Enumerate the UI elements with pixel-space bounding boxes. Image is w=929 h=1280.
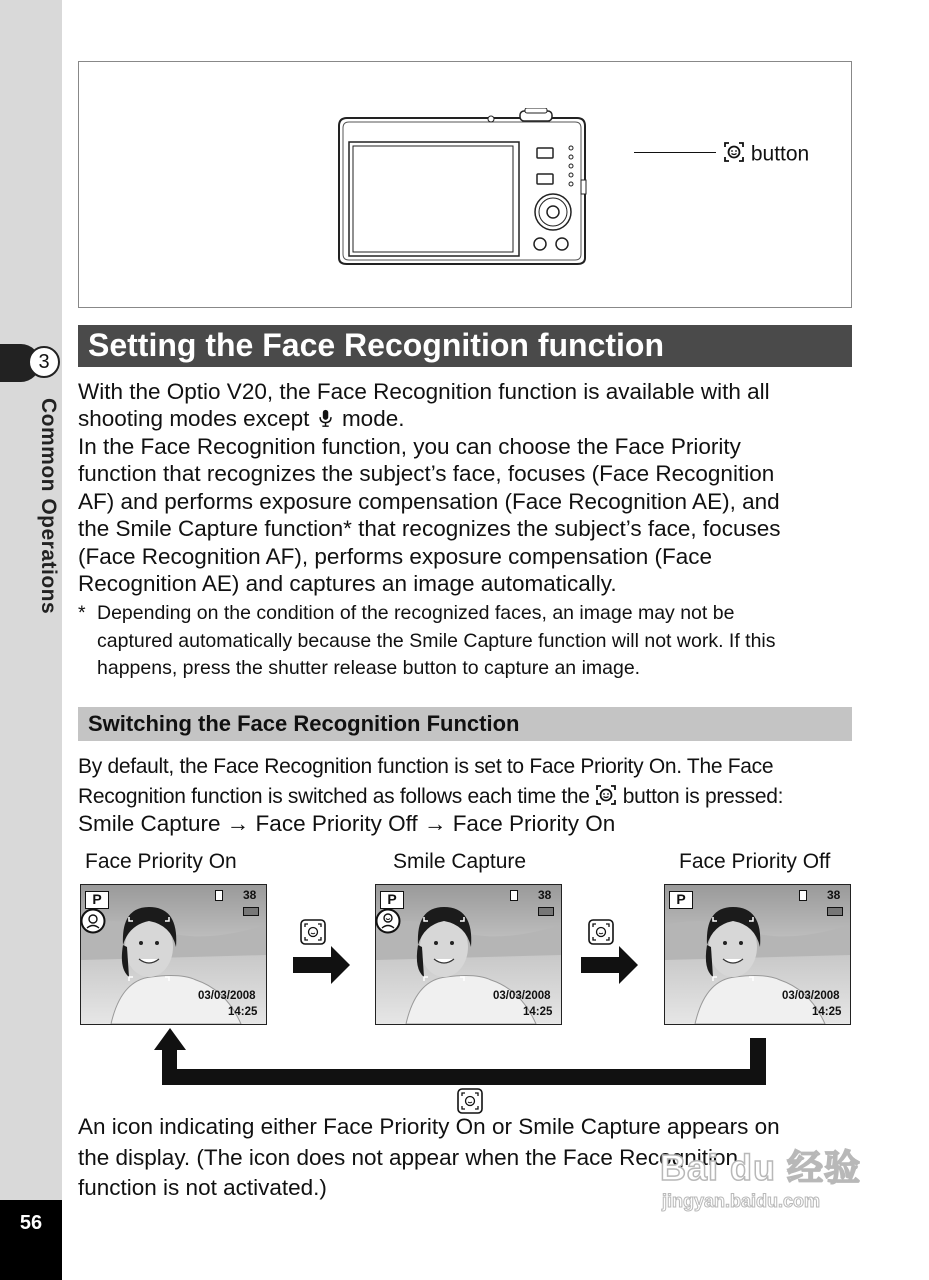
default-line: Recognition function is switched as follows each time the button is pressed:	[78, 785, 784, 808]
description-line: In the Face Recognition function, you can choose the Face Priority	[78, 434, 741, 459]
face-button-callout	[723, 141, 809, 166]
battery-icon	[243, 907, 259, 916]
footnote-line: Depending on the condition of the recognized faces, an image may not be	[97, 602, 735, 624]
intro-line: shooting modes except mode.	[78, 406, 405, 432]
battery-icon	[538, 907, 554, 916]
mode-badge: P	[380, 891, 404, 909]
time-display: 14:25	[228, 1006, 258, 1018]
description-line: function that recognizes the subject’s face, focuses (Face Recognition	[78, 461, 775, 487]
description-line: (Face Recognition AF), performs exposure compensation (Face	[78, 543, 713, 569]
button-label-text: button	[750, 142, 810, 166]
face-button-icon	[457, 1088, 483, 1114]
mode-badge: P	[85, 891, 109, 909]
memory-card-icon	[510, 890, 518, 901]
camera-back-illustration	[337, 108, 607, 268]
shots-remaining: 38	[827, 888, 841, 902]
smile-capture-icon	[375, 908, 401, 934]
memory-card-icon	[215, 890, 223, 901]
section-heading	[78, 325, 852, 367]
function-description	[78, 433, 858, 597]
footnote-mark: *	[78, 602, 86, 624]
mode-badge: P	[669, 891, 693, 909]
description-line: AF) and performs exposure compensation (Face Recognition AE), and	[78, 488, 780, 514]
battery-icon	[827, 907, 843, 916]
default-setting-text	[78, 752, 868, 812]
explanation-line: An icon indicating either Face Priority On or Smile Capture appears on	[78, 1114, 780, 1139]
callout-line	[634, 152, 716, 153]
chapter-title: Common Operations	[37, 398, 60, 615]
shots-remaining: 38	[243, 888, 257, 902]
explanation-line: the display. (The icon does not appear when the Face Recognition	[78, 1144, 738, 1170]
subsection-title: Switching the Face Recognition Function	[88, 711, 520, 736]
camera-figure	[78, 61, 852, 308]
face-priority-on-icon	[80, 908, 106, 934]
footnote-line: happens, press the shutter release button to capture an image.	[97, 657, 641, 679]
time-display: 14:25	[812, 1006, 842, 1018]
description-line: Recognition AE) and captures an image automatically.	[78, 571, 617, 597]
explanation-line: function is not activated.)	[78, 1175, 327, 1200]
caption-smile-capture: Smile Capture	[393, 850, 527, 873]
face-recognition-icon	[723, 141, 745, 163]
date-display: 03/03/2008	[198, 990, 256, 1002]
right-arrow-icon	[293, 946, 351, 984]
caption-face-priority-on: Face Priority On	[85, 850, 237, 873]
footnote	[78, 600, 858, 683]
time-display: 14:25	[523, 1006, 553, 1018]
subsection-heading	[78, 707, 852, 741]
caption-face-priority-off: Face Priority Off	[679, 850, 831, 873]
footnote-line: captured automatically because the Smile Capture function will not work. If this	[97, 629, 776, 652]
watermark-url: jingyan.baidu.com	[662, 1191, 821, 1211]
return-arrow-icon	[150, 1028, 770, 1086]
chapter-number: 3	[28, 346, 60, 378]
date-display: 03/03/2008	[493, 990, 551, 1002]
watermark-brand: Bai du 经验	[660, 1147, 862, 1188]
baidu-watermark	[660, 1140, 861, 1212]
switching-sequence: Smile Capture → Face Priority Off → Face Priority On	[78, 811, 616, 836]
intro-line: With the Optio V20, the Face Recognition function is available with all	[78, 379, 770, 404]
page-number: 56	[19, 1212, 43, 1234]
face-button-icon	[300, 919, 326, 945]
shots-remaining: 38	[538, 888, 552, 902]
description-line: the Smile Capture function* that recognizes the subject’s face, focuses	[78, 516, 781, 542]
microphone-icon	[316, 407, 336, 429]
default-line: By default, the Face Recognition function is set to Face Priority On. The Face	[78, 755, 774, 778]
face-button-icon	[588, 919, 614, 945]
section-title: Setting the Face Recognition function	[88, 327, 664, 363]
intro-paragraph	[78, 378, 858, 433]
date-display: 03/03/2008	[782, 990, 840, 1002]
face-recognition-icon	[595, 784, 617, 806]
memory-card-icon	[799, 890, 807, 901]
right-arrow-icon	[581, 946, 639, 984]
